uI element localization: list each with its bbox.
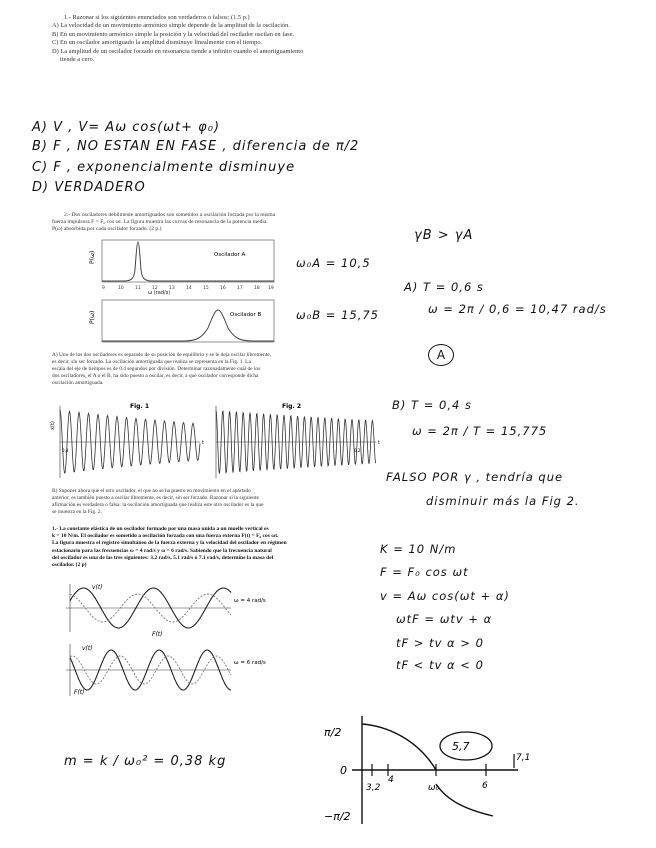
tick-label: 13 xyxy=(169,286,175,291)
resonance-graph-b xyxy=(84,298,280,350)
axis-x-label: x(t) xyxy=(50,421,56,430)
answer-3-line: F = F₀ cos ωt xyxy=(380,565,469,579)
answer-2b-line2: ω = 2π / T = 15,775 xyxy=(412,424,548,438)
question-1-item: tiende a cero. xyxy=(60,56,95,64)
answer-1c: C) F , exponencialmente disminuye xyxy=(32,160,296,175)
text-line: del oscilador es una de las tres siguientes: 3.2 rad/s, 5.1 rad/s ó 7.1 rad/s, determine la masa del xyxy=(52,554,274,561)
text-line: k = 10 N/m. El oscilador es sometido a oscilación forzada con una fuerza externa F(t) = F₀ cos ωt. xyxy=(52,533,279,540)
phase-tick: 3,2 xyxy=(366,783,381,793)
text-line: estacionario para las frecuencias ω = 4 rad/s y ω = 6 rad/s. Sabiendo que la frecuencia natural xyxy=(52,547,272,554)
phase-tick: ω₀ xyxy=(428,783,440,793)
y-axis-label: P(ω) xyxy=(89,250,96,264)
tick-label: 17 xyxy=(237,286,243,291)
question-2-intro-line: fuerza impulsora F = F₀ cos ωt. La figura muestra las curvas de resonancia de la potencia media xyxy=(52,219,267,226)
question-1-item: B) En un movimiento armónico simple la posición y la velocidad del oscilador oscilan en fase. xyxy=(52,30,295,38)
tick-label: 10 xyxy=(118,286,124,291)
tick-label: 18 xyxy=(254,286,260,291)
text-line: se muestra en la Fig. 2. xyxy=(52,509,102,515)
f-label: F(t) xyxy=(152,631,163,638)
force-velocity-graphs xyxy=(56,580,296,700)
text-line: 1.- La constante elástica de un oscilador formado por una masa unida a un muelle vertical es xyxy=(52,526,269,532)
text-line: es decir, sin ser forzado. La oscilación amortiguada que realiza se representa en la Fig. 1. La xyxy=(52,359,251,365)
answer-3-line: ωtF = ωtv + α xyxy=(396,612,493,626)
axis-t-label: t xyxy=(202,440,204,446)
graph-w4 xyxy=(66,584,266,638)
question-1-item: A) La velocidad de un movimiento armónico simple depende de la amplitud de la oscilación. xyxy=(52,22,290,30)
graph-bottom-label: ω = 6 rad/s xyxy=(234,660,266,666)
mass-result: m = k / ω₀² = 0,38 kg xyxy=(64,754,227,769)
question-2-intro-line: P(ω) absorbida por cada oscilador forzado. (2 p.) xyxy=(52,226,162,233)
tick-label: 19 xyxy=(268,286,274,291)
tick-label: 15 xyxy=(203,286,209,291)
tick-label: 16 xyxy=(220,286,226,291)
phase-circle-value: 5,7 xyxy=(452,740,470,753)
text-line: oscilador. (2 p) xyxy=(52,562,87,569)
answer-1d: D) VERDADERO xyxy=(32,180,146,195)
wa-note: ω₀A = 10,5 xyxy=(296,256,371,270)
gamma-note: γB > γA xyxy=(414,228,474,243)
fig-2 xyxy=(216,403,380,478)
question-3-intro xyxy=(52,526,382,569)
question-2-part-b xyxy=(52,488,382,516)
answer-1b: B) F , NO ESTAN EN FASE , diferencia de π/2 xyxy=(32,139,360,154)
v-label: v(t) xyxy=(92,584,103,591)
answer-1a: A) V , V= Aω cos(ωt+ φ₀) xyxy=(32,120,221,135)
question-1-item: D) La amplitud de un oscilador forzado en resonancia tiende a infinito cuando el amortiguamiento xyxy=(52,47,304,55)
text-line: oscilación amortiguada. xyxy=(52,380,104,386)
question-2-intro xyxy=(52,212,382,234)
text-line: La figura muestra el registro simultáneo de la fuerza externa y la velocidad del oscilador en régimen xyxy=(52,540,287,547)
text-line: escala del eje de tiempos es de 0.4 segundos por división. Determinar razonadamente cuál de los xyxy=(52,366,261,372)
question-1-item: C) En un oscilador amortiguado la amplitud disminuye linealmente con el tiempo. xyxy=(52,39,263,47)
answer-2b-false1: FALSO POR γ , tendría que xyxy=(386,470,564,484)
fig-2-label: Fig. 2 xyxy=(282,403,301,410)
answer-2a-line2: ω = 2π / 0,6 = 10,47 rad/s xyxy=(428,302,607,316)
answer-3-line: tF < tv α < 0 xyxy=(396,658,484,672)
text-line: anterior, es también puesto a oscilar libremente, es decir, sin ser forzado. Razonar si la siguiente xyxy=(52,495,259,501)
phase-zero-label: 0 xyxy=(340,764,347,777)
tick-label: 0,2 xyxy=(354,448,361,453)
v-label: v(t) xyxy=(82,645,93,652)
text-line: A) Uno de los dos osciladores es separado de su posición de equilibrio y se le deja oscilar libremente, xyxy=(52,352,272,358)
text-line: dos osciladores, el A o el B, ha sido puesto a oscilar, es decir, a qué oscilador corresponde dicha xyxy=(52,373,259,379)
wb-note: ω₀B = 15,75 xyxy=(296,308,379,322)
answer-2b-false2: disminuir más la Fig 2. xyxy=(426,494,580,508)
tick-label: 12 xyxy=(152,286,158,291)
text-line: B) Suponer ahora que el otro oscilador, el que no se ha puesto en movimiento en el apartado xyxy=(52,488,251,494)
oscillator-a-label: Oscilador A xyxy=(214,252,246,258)
tick-label: 0,4 xyxy=(62,448,69,453)
phase-sketch xyxy=(318,712,550,832)
phase-top-label: π/2 xyxy=(324,726,342,739)
x-axis-label: ω (rad/s) xyxy=(148,290,171,296)
fig-1-label: Fig. 1 xyxy=(130,403,149,410)
phase-tick: 7,1 xyxy=(516,753,531,763)
question-2-part-a xyxy=(52,352,382,387)
answer-2a-circle: A xyxy=(428,344,454,366)
question-1-title: 1.- Razonar si los siguientes enunciados son verdaderos o falsos: (1.5 p.) xyxy=(64,14,250,21)
oscillator-b-label: Oscilador B xyxy=(230,312,262,318)
answer-2a-line1: A) T = 0,6 s xyxy=(404,280,484,294)
tick-label: 9 xyxy=(102,286,105,291)
graph-top-label: ω = 4 rad/s xyxy=(234,598,266,604)
phase-tick: 6 xyxy=(482,781,488,791)
phase-bottom-label: −π/2 xyxy=(324,810,351,823)
question-1 xyxy=(52,14,432,64)
damped-oscillation-figures xyxy=(50,398,386,484)
f-label: F(t) xyxy=(74,689,85,696)
phase-tick: 4 xyxy=(388,775,394,785)
question-2-intro-line: 2.- Dos osciladores débilmente amortiguados son sometidos a oscilación forzada por la misma xyxy=(64,212,276,218)
tick-label: 11 xyxy=(135,286,141,291)
answer-3-line: v = Aω cos(ωt + α) xyxy=(380,589,510,603)
answer-2b-line1: B) T = 0,4 s xyxy=(392,398,472,412)
resonance-graph-a xyxy=(84,238,280,294)
graph-w6 xyxy=(66,644,266,696)
text-line: afirmación es verdadera o falsa: la oscilación amortiguada que realiza este otro oscilador es la que xyxy=(52,502,264,508)
y-axis-label: P(ω) xyxy=(89,310,96,324)
fig-1 xyxy=(50,403,204,478)
tick-label: 14 xyxy=(186,286,192,291)
axis-t-label: t xyxy=(378,440,380,446)
answer-3-line: tF > tv α > 0 xyxy=(396,636,484,650)
answer-3-line: K = 10 N/m xyxy=(380,542,457,556)
